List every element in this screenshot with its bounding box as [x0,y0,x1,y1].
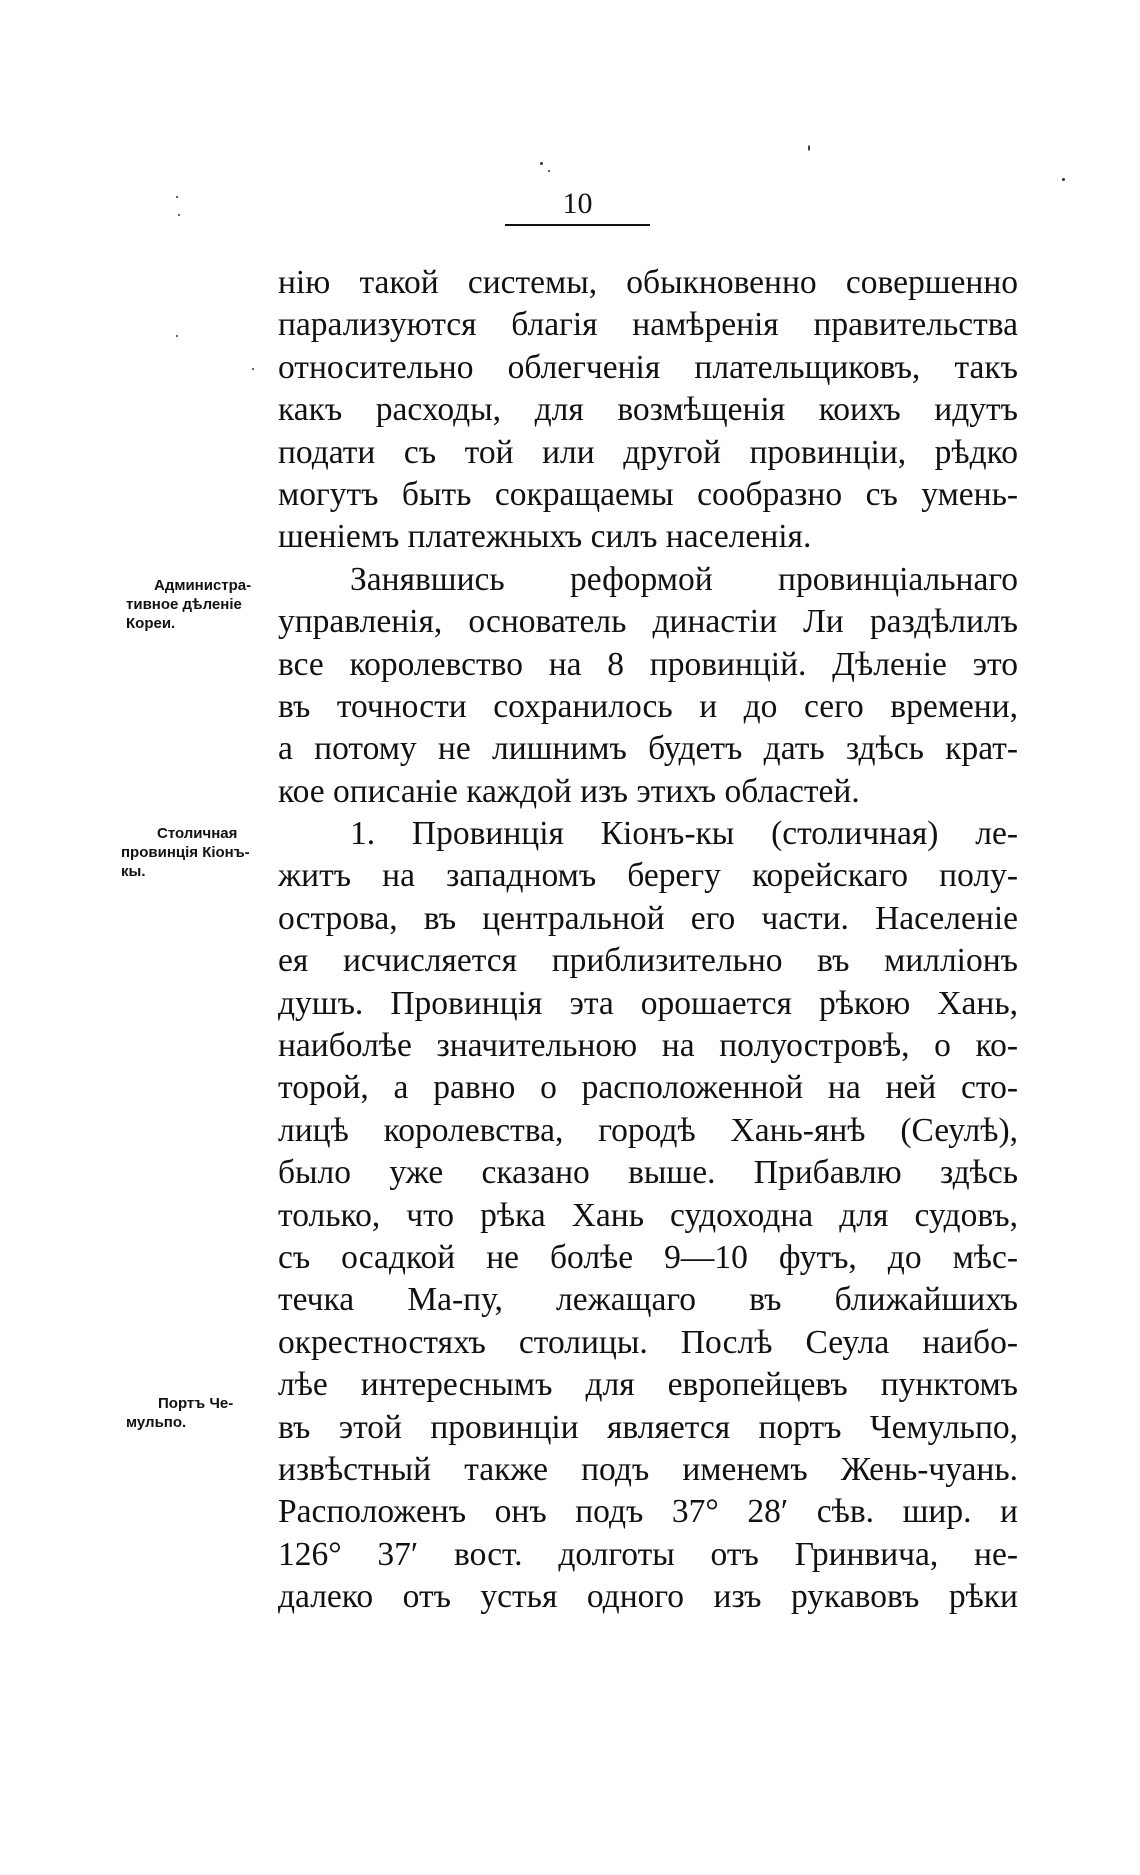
scan-speck [808,145,810,151]
scan-speck [540,162,543,165]
text-line: управленія, основатель династіи Ли раздѣлилъ [278,603,1018,641]
text-line: подати съ той или другой провинціи, рѣдко [278,433,1018,471]
margin-note-administrative-division [126,576,251,633]
margin-note-line: Столичная [157,825,238,842]
text-line: лѣе интереснымъ для европейцевъ пунктомъ [278,1366,1018,1404]
text-line: парализуются благія намѣренія правительства [278,306,1018,344]
text-line: а потому не лишнимъ будетъ дать здѣсь крат- [278,730,1018,768]
text-line: кое описаніе каждой изъ этихъ областей. [278,772,860,810]
page-number: 10 [562,187,593,220]
text-line: шеніемъ платежныхъ силъ населенія. [278,518,812,556]
margin-note-port-chemulpo [126,1394,233,1432]
text-line: относительно облегченія плательщиковъ, такъ [278,348,1018,386]
text-line: было уже сказано выше. Прибавлю здѣсь [278,1154,1018,1192]
text-line: острова, въ центральной его части. Населеніе [278,899,1018,937]
text-line: съ осадкой не болѣе 9—10 футъ, до мѣс- [278,1238,1018,1276]
margin-note-line: провинція Кіонъ- [121,844,250,861]
margin-note-line: Портъ Че- [158,1395,234,1412]
text-line: далеко отъ устья одного изъ рукавовъ рѣки [278,1578,1018,1616]
text-line: какъ расходы, для возмѣщенія коихъ идутъ [278,391,1018,429]
scan-speck [1062,178,1065,181]
scan-speck [548,170,550,172]
text-line: Расположенъ онъ подъ 37° 28′ сѣв. шир. и [278,1493,1018,1531]
text-line: извѣстный также подъ именемъ Жень-чуань. [278,1450,1018,1488]
text-line: окрестностяхъ столицы. Послѣ Сеула наибо- [278,1323,1018,1361]
text-line: душъ. Провинція эта орошается рѣкою Хань, [278,984,1018,1022]
text-line: могутъ быть сокращаемы сообразно съ умень- [278,475,1018,513]
scan-speck [176,196,178,198]
text-line: 1. Провинція Кіонъ-кы (столичная) ле- [350,815,1018,853]
text-line: лицѣ королевства, городѣ Хань-янѣ (Сеулѣ), [278,1111,1018,1149]
margin-note-line: Администра- [154,577,252,594]
text-line: въ этой провинціи является портъ Чемульпо, [278,1408,1018,1446]
body-text [278,262,1018,1619]
margin-note-line: кы. [121,863,146,880]
text-line: житъ на западномъ берегу корейскаго полу- [278,857,1018,895]
text-line: нію такой системы, обыкновенно совершенно [278,264,1018,301]
text-line: течка Ма-пу, лежащаго въ ближайшихъ [278,1281,1018,1319]
text-line: ея исчисляется приблизительно въ милліонъ [278,942,1018,980]
text-line: 126° 37′ вост. долготы отъ Гринвича, не- [278,1535,1018,1573]
text-line: все королевство на 8 провинцій. Дѣленіе это [278,645,1018,683]
text-line: въ точности сохранилось и до сего времени, [278,687,1018,725]
margin-note-line: Кореи. [126,615,176,632]
page-number-rule [505,224,650,226]
scan-speck [252,368,254,370]
text-line: Занявшись реформой провинціальнаго [350,560,1018,598]
margin-note-line: тивное дѣленіе [126,596,242,613]
margin-note-line: мульпо. [126,1414,187,1431]
text-line: торой, а равно о расположенной на ней сто- [278,1069,1018,1107]
margin-note-capital-province [121,824,250,881]
scan-speck [178,214,180,216]
scan-speck [176,335,178,337]
text-line: наиболѣе значительною на полуостровѣ, о ко- [278,1027,1018,1065]
text-line: только, что рѣка Хань судоходна для судовъ, [278,1196,1018,1234]
